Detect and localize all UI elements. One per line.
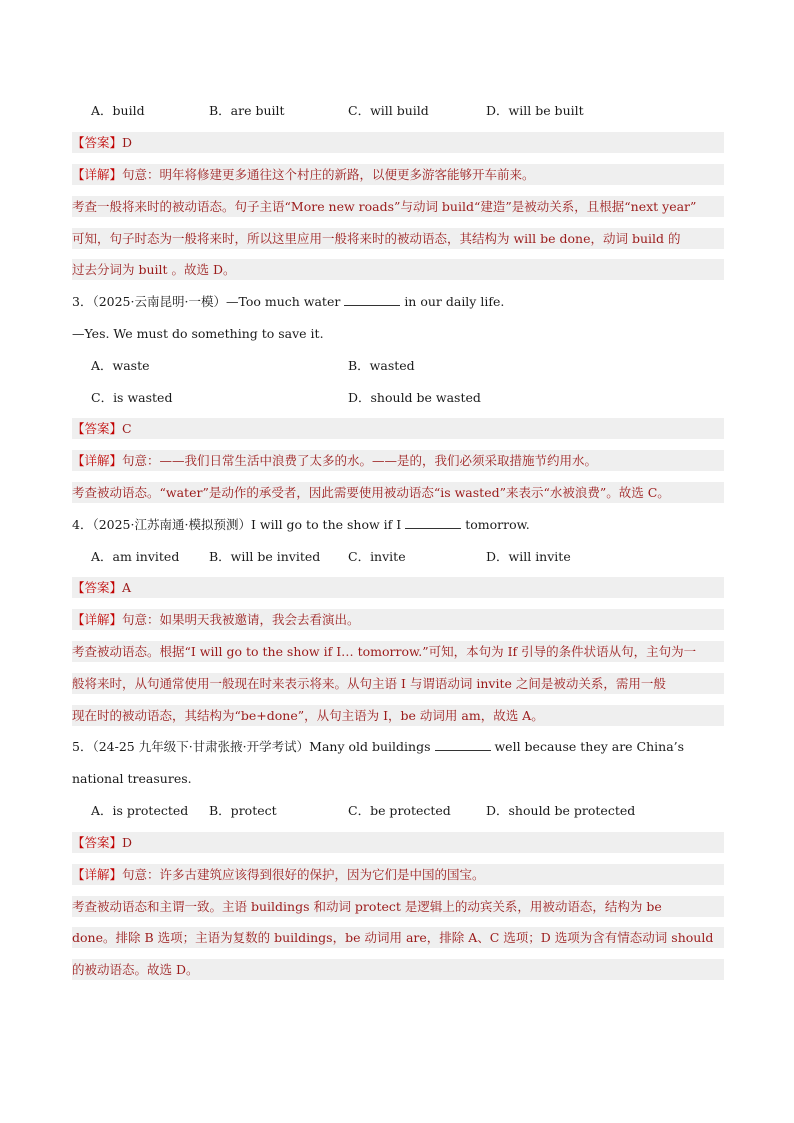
q3-blank — [344, 293, 400, 306]
q4-answer-line — [72, 577, 724, 598]
q5-detail-line-3: done。排除 B 选项；主语为复数的 buildings，be 动词用 are，排除 A、C 选项；D 选项为含有情态动词 should — [72, 927, 724, 948]
q5-option-c: C．be protected — [348, 803, 451, 818]
q4-detail-line-1 — [72, 609, 724, 630]
q4-blank — [405, 516, 461, 529]
q5-answer: D — [122, 835, 133, 850]
q2-detail-text-1: 句意：明年将修建更多通往这个村庄的新路，以便更多游客能够开车前来。 — [122, 167, 535, 182]
q2-option-a: A．build — [91, 103, 145, 118]
q3-stem-before: 3．（2025·云南昆明·一模）—Too much water — [72, 294, 341, 309]
q4-option-b: B．will be invited — [209, 549, 321, 564]
q5-answer-tag: 【答案】 — [72, 835, 123, 850]
q3-option-a: A．waste — [91, 358, 150, 373]
q3-detail-line-2: 考查被动语态。“water”是动作的承受者，因此需要使用被动语态“is wasted”来表示“水被浪费”。故选 C。 — [72, 482, 724, 503]
q3-option-b: B．wasted — [348, 358, 415, 373]
q3-option-d: D．should be wasted — [348, 390, 481, 405]
q5-stem-line2: national treasures. — [72, 771, 192, 786]
q3-answer-tag: 【答案】 — [72, 421, 123, 436]
q4-stem — [72, 514, 724, 535]
q4-options-row — [72, 546, 724, 567]
q3-stem-line2: —Yes. We must do something to save it. — [72, 326, 324, 341]
q5-option-d: D．should be protected — [486, 803, 636, 818]
q4-detail-text-1: 句意：如果明天我被邀请，我会去看演出。 — [122, 612, 360, 627]
q2-option-d: D．will be built — [486, 103, 584, 118]
q2-answer: D — [122, 135, 133, 150]
q4-option-d: D．will invite — [486, 549, 571, 564]
q2-detail-line-1 — [72, 164, 724, 185]
q3-stem-after: in our daily life. — [404, 294, 505, 309]
q3-detail-line-1 — [72, 450, 724, 471]
q2-detail-line-4: 过去分词为 built 。故选 D。 — [72, 259, 724, 280]
q4-answer: A — [122, 580, 132, 595]
q5-detail-line-2: 考查被动语态和主谓一致。主语 buildings 和动词 protect 是逻辑上的动宾关系，用被动语态，结构为 be — [72, 896, 724, 917]
q4-detail-line-2: 考查被动语态。根据“I will go to the show if I… tomorrow.”可知，本句为 If 引导的条件状语从句，主句为一 — [72, 641, 724, 662]
q5-answer-line — [72, 832, 724, 853]
q4-option-c: C．invite — [348, 549, 406, 564]
q4-detail-line-3: 般将来时，从句通常使用一般现在时来表示将来。从句主语 I 与谓语动词 invite 之间是被动关系，需用一般 — [72, 673, 724, 694]
q3-stem — [72, 291, 724, 312]
q4-detail-line-4: 现在时的被动语态，其结构为“be+done”，从句主语为 I，be 动词用 am，故选 A。 — [72, 705, 724, 726]
q2-option-c: C．will build — [348, 103, 429, 118]
q3-option-c: C．is wasted — [91, 390, 173, 405]
q5-detail-line-4: 的被动语态。故选 D。 — [72, 959, 724, 980]
q2-options-row — [72, 100, 724, 121]
q5-blank — [435, 738, 491, 751]
q2-answer-line — [72, 132, 724, 153]
q2-option-b: B．are built — [209, 103, 285, 118]
q4-answer-tag: 【答案】 — [72, 580, 123, 595]
q2-answer-tag: 【答案】 — [72, 135, 123, 150]
q5-options-row — [72, 800, 724, 821]
q3-detail-tag: 【详解】 — [72, 453, 123, 468]
q2-detail-line-2: 考查一般将来时的被动语态。句子主语“More new roads”与动词 build“建造”是被动关系，且根据“next year” — [72, 196, 724, 217]
q5-stem-before: 5．（24-25 九年级下·甘肃张掖·开学考试）Many old buildings — [72, 739, 431, 754]
q5-detail-line-1 — [72, 864, 724, 885]
q5-option-b: B．protect — [209, 803, 277, 818]
q3-options-row-2 — [72, 387, 724, 408]
q5-detail-text-1: 句意：许多古建筑应该得到很好的保护，因为它们是中国的国宝。 — [122, 867, 485, 882]
q5-stem-after: well because they are China’s — [494, 739, 685, 754]
q3-options-row-1 — [72, 355, 724, 376]
q5-option-a: A．is protected — [91, 803, 189, 818]
q4-stem-after: tomorrow. — [465, 517, 530, 532]
q3-detail-text-1: 句意：——我们日常生活中浪费了太多的水。——是的，我们必须采取措施节约用水。 — [122, 453, 598, 468]
q5-detail-tag: 【详解】 — [72, 867, 123, 882]
q3-answer-line — [72, 418, 724, 439]
q4-stem-before: 4．（2025·江苏南通·模拟预测）I will go to the show if I — [72, 517, 402, 532]
q4-option-a: A．am invited — [91, 549, 180, 564]
q2-detail-tag: 【详解】 — [72, 167, 123, 182]
q4-detail-tag: 【详解】 — [72, 612, 123, 627]
q2-detail-line-3: 可知，句子时态为一般将来时，所以这里应用一般将来时的被动语态，其结构为 will be done，动词 build 的 — [72, 228, 724, 249]
q3-answer: C — [122, 421, 132, 436]
q5-stem — [72, 736, 724, 757]
